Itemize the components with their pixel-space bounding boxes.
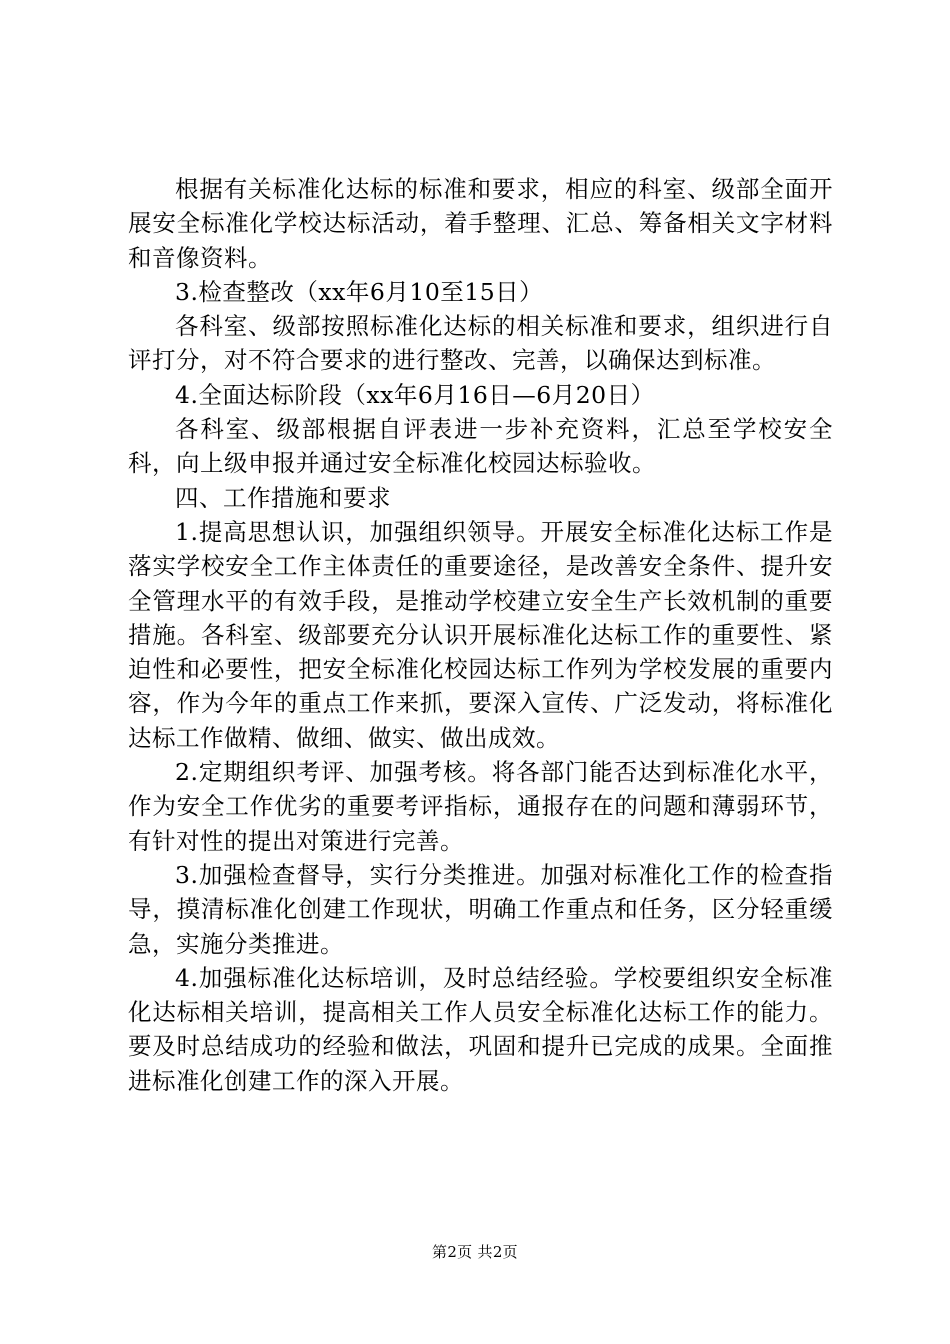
paragraph-inspection: 各科室、级部按照标准化达标的相关标准和要求，组织进行自评打分，对不符合要求的进行整改、完善，以确保达到标准。 — [128, 312, 833, 375]
paragraph-measure-4: 4.加强标准化达标培训，及时总结经验。学校要组织安全标准化达标相关培训，提高相关工作人员安全标准化达标工作的能力。要及时总结成功的经验和做法，巩固和提升已完成的成果。全面推进标准化创建工作的深入开展。 — [128, 963, 833, 1095]
paragraph-intro: 根据有关标准化达标的标准和要求，相应的科室、级部全面开展安全标准化学校达标活动，着手整理、汇总、筹备相关文字材料和音像资料。 — [128, 175, 833, 272]
heading-inspection-rectification: 3.检查整改（xx年6月10至15日） — [175, 277, 544, 306]
paragraph-measure-2: 2.定期组织考评、加强考核。将各部门能否达到标准化水平，作为安全工作优劣的重要考评指标，通报存在的问题和薄弱环节，有针对性的提出对策进行完善。 — [128, 758, 833, 855]
paragraph-measure-1: 1.提高思想认识，加强组织领导。开展安全标准化达标工作是落实学校安全工作主体责任的重要途径，是改善安全条件、提升安全管理水平的有效手段，是推动学校建立安全生产长效机制的重要措施。各科室、级部要充分认识开展标准化达标工作的重要性、紧迫性和必要性，把安全标准化校园达标工作列为学校发展的重要内容，作为今年的重点工作来抓，要深入宣传、广泛发动，将标准化达标工作做精、做细、做实、做出成效。 — [128, 517, 833, 752]
document-body — [128, 172, 833, 1098]
paragraph-full-compliance: 各科室、级部根据自评表进一步补充资料，汇总至学校安全科，向上级申报并通过安全标准化校园达标验收。 — [128, 415, 833, 478]
section-heading-measures: 四、工作措施和要求 — [175, 483, 391, 512]
page-number-footer: 第2页 共2页 — [432, 1243, 518, 1261]
paragraph-measure-3: 3.加强检查督导，实行分类推进。加强对标准化工作的检查指导，摸清标准化创建工作现状，明确工作重点和任务，区分轻重缓急，实施分类推进。 — [128, 860, 833, 958]
heading-full-compliance-stage: 4.全面达标阶段（xx年6月16日—6月20日） — [175, 380, 655, 409]
